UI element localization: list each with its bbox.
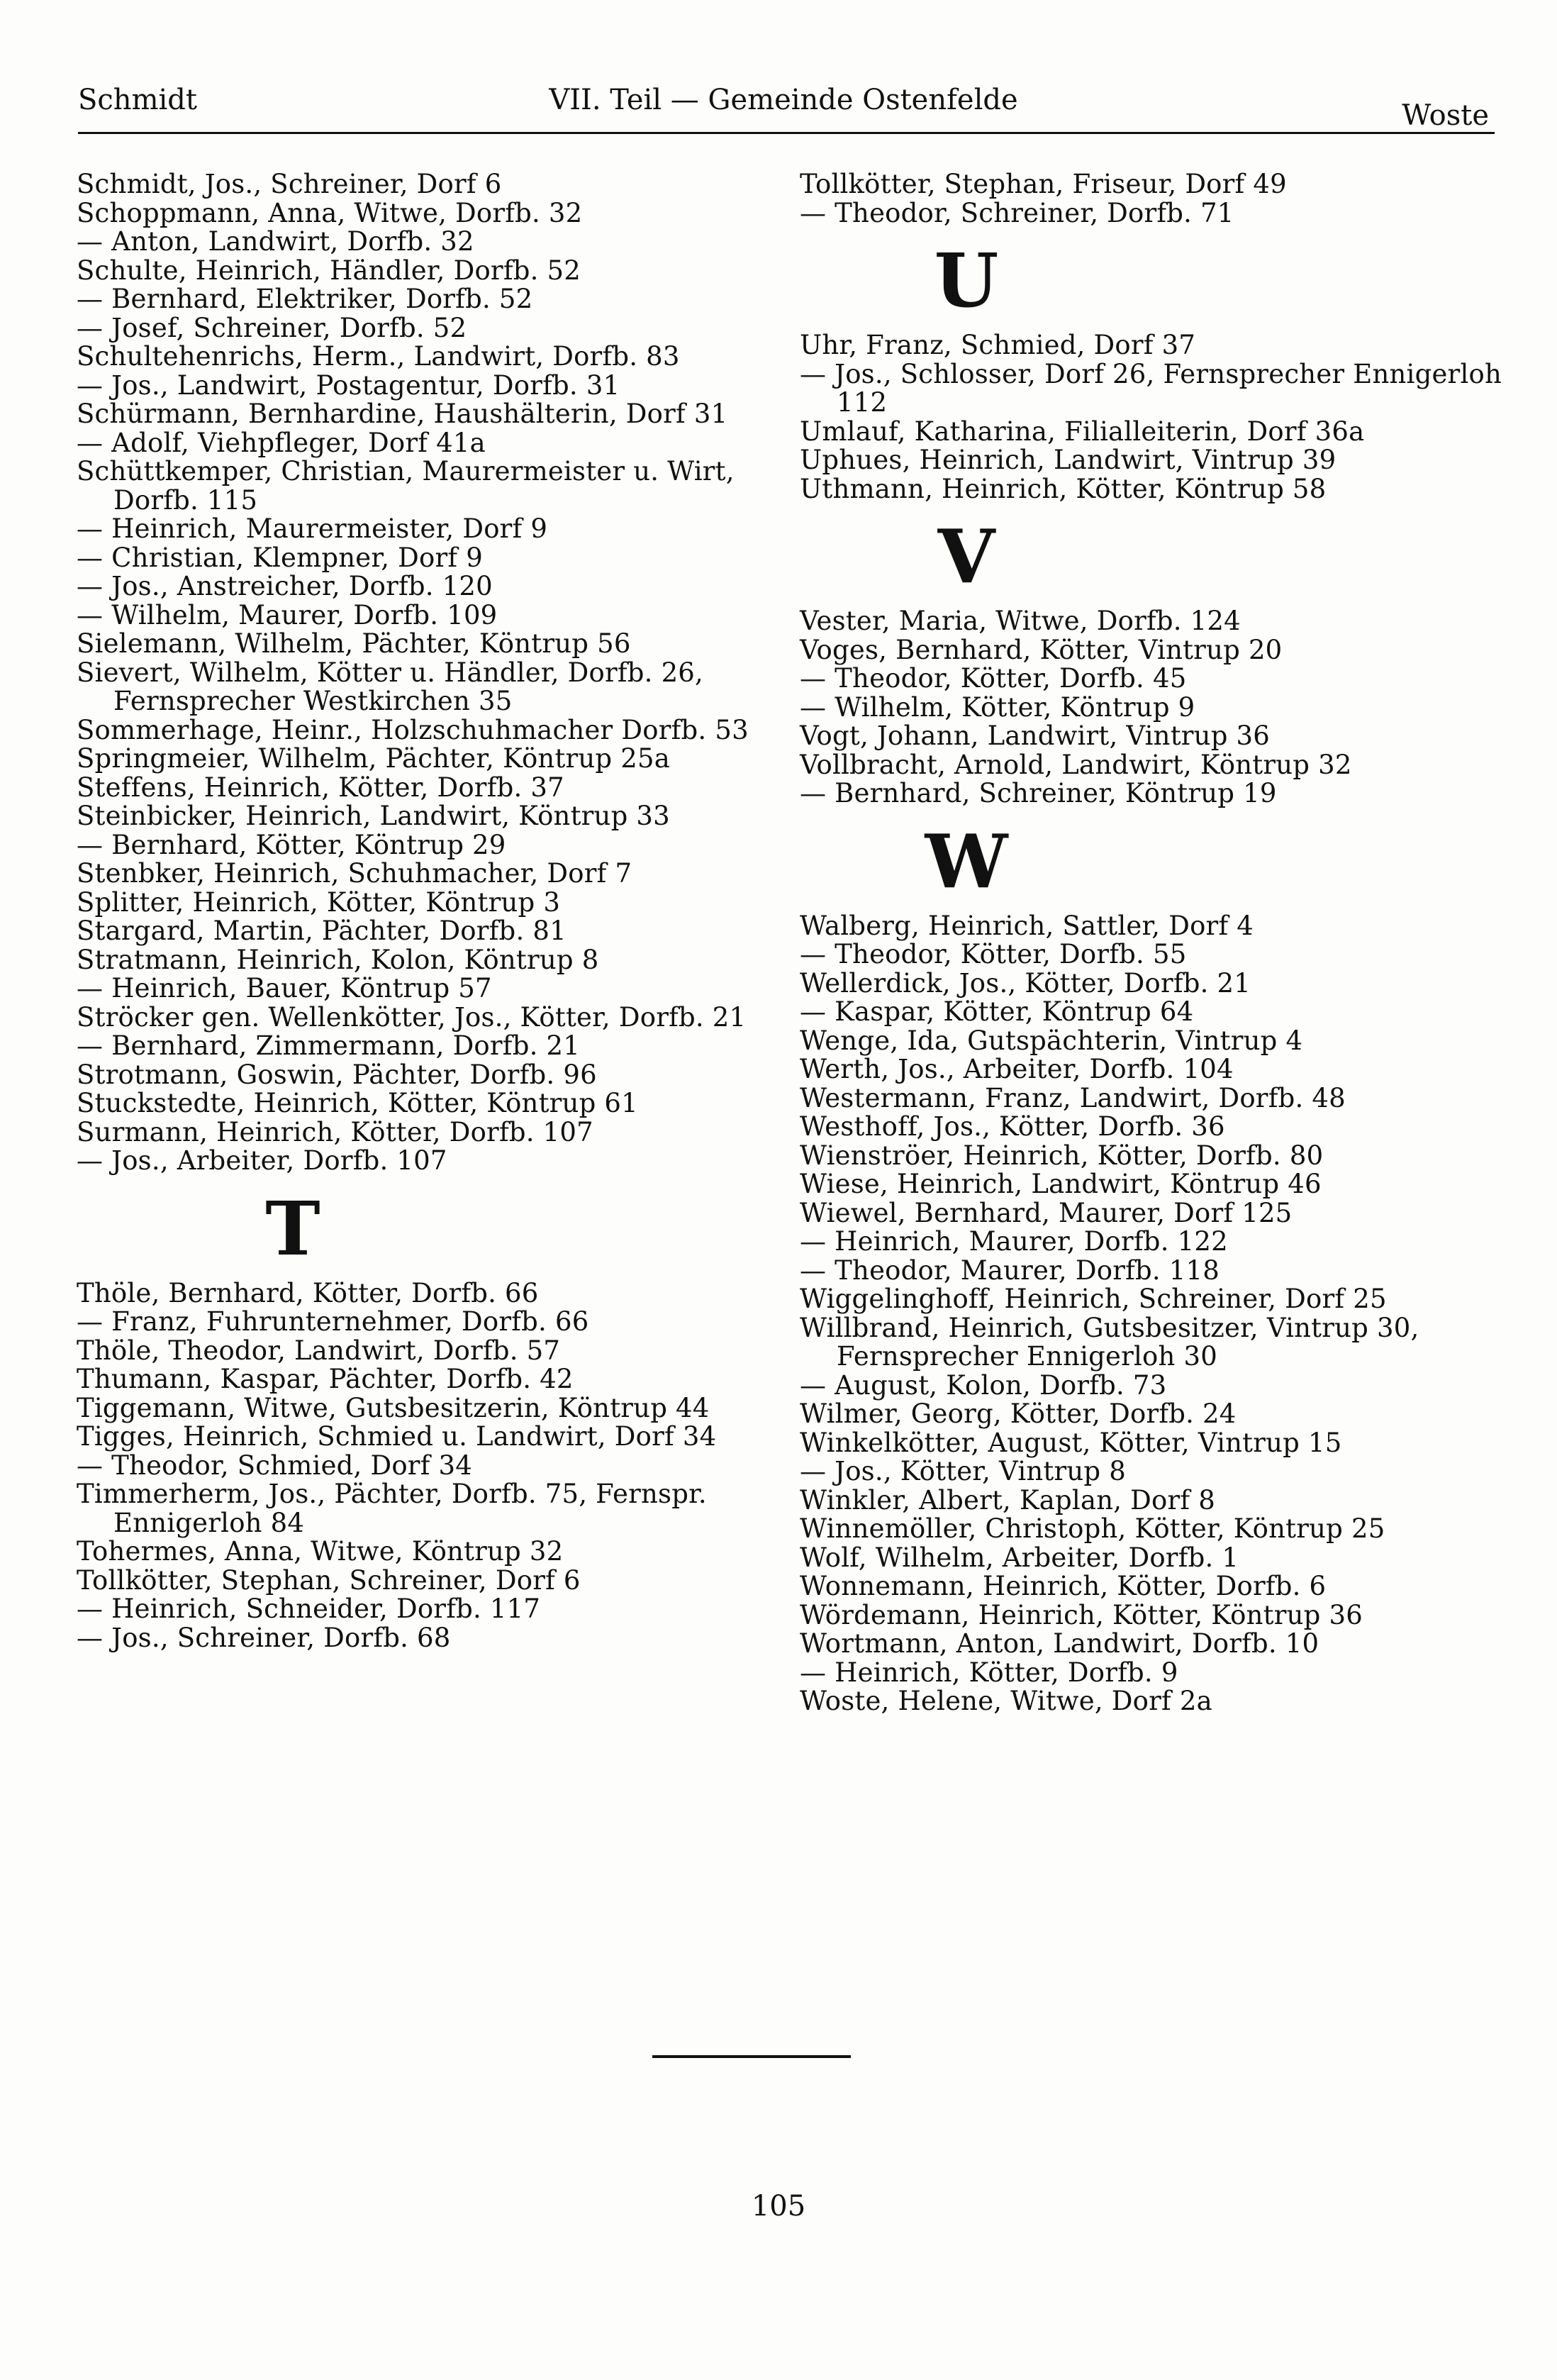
right-column bbox=[800, 170, 1509, 1716]
section-letter-heading: V bbox=[937, 513, 995, 600]
directory-entry: Vollbracht, Arnold, Landwirt, Köntrup 32 bbox=[800, 749, 1352, 780]
directory-entry: Wiewel, Bernhard, Maurer, Dorf 125 bbox=[800, 1197, 1293, 1228]
directory-entry: — Bernhard, Schreiner, Köntrup 19 bbox=[800, 778, 1277, 808]
directory-entry: Schmidt, Jos., Schreiner, Dorf 6 bbox=[77, 169, 502, 199]
directory-entry: — Bernhard, Kötter, Köntrup 29 bbox=[77, 829, 506, 860]
directory-entry: — Wilhelm, Kötter, Köntrup 9 bbox=[800, 691, 1195, 723]
section-letter-heading: W bbox=[925, 817, 1008, 905]
directory-entry: Tohermes, Anna, Witwe, Köntrup 32 bbox=[77, 1536, 564, 1567]
directory-entry: Westhoff, Jos., Kötter, Dorfb. 36 bbox=[800, 1111, 1225, 1142]
directory-entry: Strotmann, Goswin, Pächter, Dorfb. 96 bbox=[77, 1059, 597, 1090]
directory-entry: — Jos., Schreiner, Dorfb. 68 bbox=[77, 1622, 451, 1653]
page-number: 105 bbox=[751, 2190, 806, 2223]
directory-entry: — Theodor, Kötter, Dorfb. 55 bbox=[800, 939, 1187, 969]
directory-entry: — Jos., Arbeiter, Dorfb. 107 bbox=[77, 1145, 447, 1176]
directory-entry: Wiggelinghoff, Heinrich, Schreiner, Dorf 25 bbox=[800, 1284, 1387, 1314]
directory-entry: Westermann, Franz, Landwirt, Dorfb. 48 bbox=[800, 1082, 1346, 1113]
section-letter-heading: T bbox=[265, 1184, 320, 1272]
directory-entry: Schultehenrichs, Herm., Landwirt, Dorfb. 83 bbox=[77, 341, 680, 372]
header-rule bbox=[78, 132, 1495, 134]
directory-entry: Timmerherm, Jos., Pächter, Dorfb. 75, Fernspr. Ennigerloh 84 bbox=[77, 1479, 707, 1538]
directory-entry: Vester, Maria, Witwe, Dorfb. 124 bbox=[800, 606, 1241, 636]
directory-entry: — Theodor, Kötter, Dorfb. 45 bbox=[800, 663, 1187, 694]
header-left-catchword: Schmidt bbox=[78, 84, 197, 116]
directory-entry: Uhr, Franz, Schmied, Dorf 37 bbox=[800, 330, 1196, 360]
directory-entry: — Christian, Klempner, Dorf 9 bbox=[77, 542, 483, 573]
directory-entry: Umlauf, Katharina, Filialleiterin, Dorf 36a bbox=[800, 416, 1365, 447]
directory-entry: — Adolf, Viehpfleger, Dorf 41a bbox=[77, 427, 486, 458]
directory-entry: Wonnemann, Heinrich, Kötter, Dorfb. 6 bbox=[800, 1571, 1327, 1601]
directory-entry: Winkler, Albert, Kaplan, Dorf 8 bbox=[800, 1484, 1216, 1516]
directory-entry: — Jos., Anstreicher, Dorfb. 120 bbox=[77, 571, 493, 601]
directory-entry: Wiese, Heinrich, Landwirt, Köntrup 46 bbox=[800, 1169, 1322, 1199]
directory-entry: Wortmann, Anton, Landwirt, Dorfb. 10 bbox=[800, 1628, 1319, 1659]
directory-entry: Uphues, Heinrich, Landwirt, Vintrup 39 bbox=[800, 445, 1336, 475]
directory-entry: — Theodor, Schmied, Dorf 34 bbox=[77, 1450, 473, 1481]
directory-entry: Uthmann, Heinrich, Kötter, Köntrup 58 bbox=[800, 473, 1327, 504]
directory-entry: Wilmer, Georg, Kötter, Dorfb. 24 bbox=[800, 1398, 1237, 1429]
directory-entry: — Bernhard, Elektriker, Dorfb. 52 bbox=[77, 284, 533, 314]
directory-entry: Tollkötter, Stephan, Schreiner, Dorf 6 bbox=[77, 1564, 581, 1596]
directory-entry: Sielemann, Wilhelm, Pächter, Köntrup 56 bbox=[77, 628, 631, 659]
left-column bbox=[77, 170, 778, 1652]
directory-entry: Woste, Helene, Witwe, Dorf 2a bbox=[800, 1686, 1212, 1716]
directory-entry: Schüttkemper, Christian, Maurermeister u. Wirt, Dorfb. 115 bbox=[77, 456, 735, 516]
directory-entry: — Heinrich, Maurer, Dorfb. 122 bbox=[800, 1226, 1228, 1257]
directory-entry: Thumann, Kaspar, Pächter, Dorfb. 42 bbox=[77, 1364, 574, 1394]
directory-entry: Surmann, Heinrich, Kötter, Dorfb. 107 bbox=[77, 1116, 593, 1147]
directory-entry: Tiggemann, Witwe, Gutsbesitzerin, Köntrup 44 bbox=[77, 1392, 710, 1423]
directory-entry: — Heinrich, Maurermeister, Dorf 9 bbox=[77, 513, 548, 544]
directory-entry: Walberg, Heinrich, Sattler, Dorf 4 bbox=[800, 910, 1254, 941]
directory-entry: Wördemann, Heinrich, Kötter, Köntrup 36 bbox=[800, 1599, 1363, 1630]
directory-entry: Sommerhage, Heinr., Holzschuhmacher Dorfb. 53 bbox=[77, 714, 749, 745]
directory-entry: — August, Kolon, Dorfb. 73 bbox=[800, 1369, 1167, 1401]
directory-entry: Schulte, Heinrich, Händler, Dorfb. 52 bbox=[77, 255, 581, 286]
directory-entry: Stuckstedte, Heinrich, Kötter, Köntrup 61 bbox=[77, 1088, 638, 1118]
directory-entry: — Heinrich, Kötter, Dorfb. 9 bbox=[800, 1657, 1178, 1688]
directory-entry: Winnemöller, Christoph, Kötter, Köntrup 25 bbox=[800, 1513, 1385, 1544]
directory-entry: Wienströer, Heinrich, Kötter, Dorfb. 80 bbox=[800, 1140, 1324, 1171]
directory-entry: Tigges, Heinrich, Schmied u. Landwirt, Dorf 34 bbox=[77, 1421, 717, 1452]
directory-entry: Thöle, Theodor, Landwirt, Dorfb. 57 bbox=[77, 1335, 561, 1366]
directory-entry: Tollkötter, Stephan, Friseur, Dorf 49 bbox=[800, 169, 1287, 199]
directory-entry: Willbrand, Heinrich, Gutsbesitzer, Vintrup 30, Fernsprecher Ennigerloh 30 bbox=[800, 1312, 1419, 1372]
directory-entry: — Anton, Landwirt, Dorfb. 32 bbox=[77, 226, 474, 257]
directory-entry: Thöle, Bernhard, Kötter, Dorfb. 66 bbox=[77, 1277, 539, 1308]
header-right-catchword: Woste bbox=[1402, 99, 1489, 132]
directory-entry: — Theodor, Schreiner, Dorfb. 71 bbox=[800, 197, 1234, 228]
directory-entry: Wolf, Wilhelm, Arbeiter, Dorfb. 1 bbox=[800, 1542, 1239, 1573]
directory-entry: Ströcker gen. Wellenkötter, Jos., Kötter, Dorfb. 21 bbox=[77, 1001, 747, 1033]
directory-entry: Steffens, Heinrich, Kötter, Dorfb. 37 bbox=[77, 772, 564, 803]
directory-entry: Schürmann, Bernhardine, Haushälterin, Dorf 31 bbox=[77, 399, 728, 429]
directory-entry: — Jos., Landwirt, Postagentur, Dorfb. 31 bbox=[77, 369, 620, 401]
directory-entry: Wellerdick, Jos., Kötter, Dorfb. 21 bbox=[800, 967, 1251, 999]
section-letter-heading: U bbox=[934, 237, 999, 324]
directory-entry: — Heinrich, Schneider, Dorfb. 117 bbox=[77, 1594, 541, 1624]
directory-entry: Stargard, Martin, Pächter, Dorfb. 81 bbox=[77, 916, 567, 946]
directory-entry: — Theodor, Maurer, Dorfb. 118 bbox=[800, 1255, 1220, 1286]
directory-entry: Stenbker, Heinrich, Schuhmacher, Dorf 7 bbox=[77, 858, 632, 889]
directory-entry: — Jos., Kötter, Vintrup 8 bbox=[800, 1456, 1126, 1486]
directory-entry: Springmeier, Wilhelm, Pächter, Köntrup 25a bbox=[77, 743, 671, 774]
directory-entry: Voges, Bernhard, Kötter, Vintrup 20 bbox=[800, 634, 1283, 665]
directory-entry: Wenge, Ida, Gutspächterin, Vintrup 4 bbox=[800, 1025, 1303, 1056]
directory-entry: — Franz, Fuhrunternehmer, Dorfb. 66 bbox=[77, 1306, 589, 1337]
directory-entry: Steinbicker, Heinrich, Landwirt, Köntrup 33 bbox=[77, 801, 670, 831]
directory-entry: Winkelkötter, August, Kötter, Vintrup 15 bbox=[800, 1427, 1342, 1458]
directory-entry: — Heinrich, Bauer, Köntrup 57 bbox=[77, 973, 492, 1003]
directory-entry: — Wilhelm, Maurer, Dorfb. 109 bbox=[77, 599, 498, 630]
directory-entry: — Jos., Schlosser, Dorf 26, Fernsprecher Ennigerloh 112 bbox=[800, 358, 1502, 418]
directory-entry: Vogt, Johann, Landwirt, Vintrup 36 bbox=[800, 721, 1271, 751]
directory-entry: Splitter, Heinrich, Kötter, Köntrup 3 bbox=[77, 886, 561, 918]
directory-entry: Stratmann, Heinrich, Kolon, Köntrup 8 bbox=[77, 944, 599, 975]
directory-entry: — Kaspar, Kötter, Köntrup 64 bbox=[800, 996, 1194, 1027]
directory-entry: — Bernhard, Zimmermann, Dorfb. 21 bbox=[77, 1030, 580, 1061]
directory-entry: Sievert, Wilhelm, Kötter u. Händler, Dorfb. 26, Fernsprecher Westkirchen 35 bbox=[77, 657, 704, 716]
directory-entry: Werth, Jos., Arbeiter, Dorfb. 104 bbox=[800, 1054, 1234, 1084]
directory-entry: — Josef, Schreiner, Dorfb. 52 bbox=[77, 312, 467, 343]
footer-rule bbox=[652, 2055, 851, 2058]
header-section-title: VII. Teil — Gemeinde Ostenfelde bbox=[549, 84, 1018, 116]
directory-entry: Schoppmann, Anna, Witwe, Dorfb. 32 bbox=[77, 197, 583, 228]
